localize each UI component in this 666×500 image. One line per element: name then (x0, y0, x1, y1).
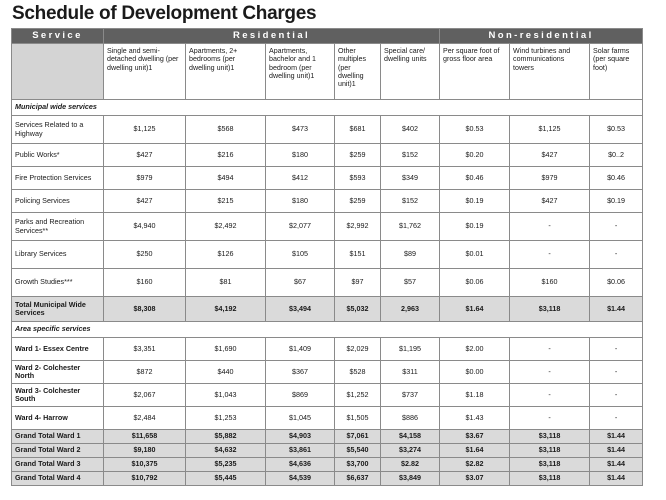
table-cell: $5,540 (335, 444, 381, 458)
table-cell: $1,043 (186, 384, 266, 407)
row-label: Public Works* (12, 144, 104, 167)
table-cell: $89 (381, 241, 440, 269)
row-label: Grand Total Ward 1 (12, 430, 104, 444)
table-cell: $97 (335, 269, 381, 297)
table-cell: $1,762 (381, 213, 440, 241)
row-label: Growth Studies*** (12, 269, 104, 297)
row-label: Ward 3- Colchester South (12, 384, 104, 407)
column-header: Single and semi-detached dwelling (per dwelling unit)1 (104, 44, 186, 100)
table-cell: $1,690 (186, 338, 266, 361)
table-cell: $126 (186, 241, 266, 269)
table-cell: $152 (381, 190, 440, 213)
table-cell: $1.18 (440, 384, 510, 407)
table-cell: $1.44 (590, 430, 643, 444)
development-charges-table (11, 28, 643, 486)
table-cell: $3.07 (440, 472, 510, 486)
table-cell: $311 (381, 361, 440, 384)
table-row (12, 407, 643, 430)
table-cell: $3,118 (510, 444, 590, 458)
table-cell: $1,252 (335, 384, 381, 407)
table-cell: $3,700 (335, 458, 381, 472)
table-cell: $57 (381, 269, 440, 297)
table-cell: $5,032 (335, 297, 381, 322)
table-cell: $160 (510, 269, 590, 297)
table-cell: $2,492 (186, 213, 266, 241)
table-cell: $5,445 (186, 472, 266, 486)
table-cell: $151 (335, 241, 381, 269)
column-header: Other multiples (per dwelling unit)1 (335, 44, 381, 100)
table-cell: $3,118 (510, 472, 590, 486)
table-cell: - (510, 384, 590, 407)
table-cell: $4,192 (186, 297, 266, 322)
table-cell: $1,125 (510, 116, 590, 144)
table-cell: $1.44 (590, 444, 643, 458)
grand-total-row (12, 430, 643, 444)
column-header: Apartments, bachelor and 1 bedroom (per dwelling unit)1 (266, 44, 335, 100)
table-row (12, 213, 643, 241)
table-cell: $737 (381, 384, 440, 407)
table-cell: $427 (510, 190, 590, 213)
grand-total-row (12, 472, 643, 486)
table-cell: $160 (104, 269, 186, 297)
row-label: Services Related to a Highway (12, 116, 104, 144)
table-cell: $3,118 (510, 297, 590, 322)
table-row (12, 116, 643, 144)
row-label: Grand Total Ward 3 (12, 458, 104, 472)
table-cell: $494 (186, 167, 266, 190)
section-label: Area specific services (12, 322, 643, 338)
table-row (12, 338, 643, 361)
row-label: Parks and Recreation Services** (12, 213, 104, 241)
table-cell: $10,792 (104, 472, 186, 486)
table-cell: $67 (266, 269, 335, 297)
table-cell: $2,992 (335, 213, 381, 241)
table-cell: $1.44 (590, 297, 643, 322)
table-cell: $4,539 (266, 472, 335, 486)
table-cell: $0.53 (440, 116, 510, 144)
table-cell: - (510, 338, 590, 361)
table-cell: $440 (186, 361, 266, 384)
table-cell: $4,158 (381, 430, 440, 444)
table-cell: $0.19 (440, 213, 510, 241)
table-cell: $4,940 (104, 213, 186, 241)
table-row (12, 361, 643, 384)
row-label: Ward 1- Essex Centre (12, 338, 104, 361)
grand-total-row (12, 458, 643, 472)
table-cell: $3,118 (510, 458, 590, 472)
table-cell: - (590, 338, 643, 361)
table-cell: $0.46 (440, 167, 510, 190)
table-cell: $349 (381, 167, 440, 190)
table-cell: $593 (335, 167, 381, 190)
table-cell: $180 (266, 190, 335, 213)
table-cell: - (590, 361, 643, 384)
table-cell: $4,632 (186, 444, 266, 458)
table-cell: $250 (104, 241, 186, 269)
table-cell: $568 (186, 116, 266, 144)
table-cell: $5,235 (186, 458, 266, 472)
table-cell: $872 (104, 361, 186, 384)
row-label: Total Municipal Wide Services (12, 297, 104, 322)
table-cell: $0.00 (440, 361, 510, 384)
table-cell: $152 (381, 144, 440, 167)
table-cell: $2.82 (440, 458, 510, 472)
table-cell: $886 (381, 407, 440, 430)
table-cell: $9,180 (104, 444, 186, 458)
table-cell: $4,903 (266, 430, 335, 444)
table-cell: $0.20 (440, 144, 510, 167)
table-cell: - (590, 241, 643, 269)
table-cell: $1,253 (186, 407, 266, 430)
table-cell: $427 (510, 144, 590, 167)
group-header-service: Service (12, 29, 104, 44)
row-label: Library Services (12, 241, 104, 269)
table-cell: $5,882 (186, 430, 266, 444)
table-cell: $180 (266, 144, 335, 167)
table-cell: $3.67 (440, 430, 510, 444)
table-cell: $1,125 (104, 116, 186, 144)
column-header-row (12, 44, 643, 100)
table-cell: $0.46 (590, 167, 643, 190)
table-cell: $7,061 (335, 430, 381, 444)
grand-total-row (12, 444, 643, 458)
table-row (12, 144, 643, 167)
table-cell: $367 (266, 361, 335, 384)
total-municipal-row (12, 297, 643, 322)
table-cell: $215 (186, 190, 266, 213)
table-cell: $1.43 (440, 407, 510, 430)
table-cell: $1,195 (381, 338, 440, 361)
table-cell: $1.64 (440, 297, 510, 322)
table-row (12, 241, 643, 269)
section-row-municipal (12, 100, 643, 116)
section-row-area (12, 322, 643, 338)
row-label: Ward 2- Colchester North (12, 361, 104, 384)
table-cell: - (590, 213, 643, 241)
table-cell: $259 (335, 190, 381, 213)
table-cell: $0..2 (590, 144, 643, 167)
table-cell: $3,849 (381, 472, 440, 486)
table-cell: $2,077 (266, 213, 335, 241)
table-cell: $0.19 (590, 190, 643, 213)
table-cell: $0.01 (440, 241, 510, 269)
group-header-residential: Residential (104, 29, 440, 44)
table-cell: $1,409 (266, 338, 335, 361)
table-cell: $2,029 (335, 338, 381, 361)
row-label: Fire Protection Services (12, 167, 104, 190)
table-cell: $3,351 (104, 338, 186, 361)
table-cell: $4,636 (266, 458, 335, 472)
row-label: Grand Total Ward 4 (12, 472, 104, 486)
table-cell: - (510, 241, 590, 269)
table-cell: $0.06 (440, 269, 510, 297)
table-cell: $216 (186, 144, 266, 167)
table-cell: $2,067 (104, 384, 186, 407)
table-cell: $11,658 (104, 430, 186, 444)
table-cell: $1,505 (335, 407, 381, 430)
table-row (12, 269, 643, 297)
table-row (12, 190, 643, 213)
column-header-blank (12, 44, 104, 100)
column-header: Solar farms (per square foot) (590, 44, 643, 100)
column-header: Per square foot of gross floor area (440, 44, 510, 100)
table-cell: $979 (104, 167, 186, 190)
row-label: Ward 4- Harrow (12, 407, 104, 430)
row-label: Grand Total Ward 2 (12, 444, 104, 458)
table-cell: - (510, 407, 590, 430)
table-cell: $2.82 (381, 458, 440, 472)
table-cell: $8,308 (104, 297, 186, 322)
table-cell: $1.64 (440, 444, 510, 458)
table-cell: - (510, 213, 590, 241)
table-cell: $427 (104, 190, 186, 213)
table-cell: $869 (266, 384, 335, 407)
column-header: Apartments, 2+ bedrooms (per dwelling unit)1 (186, 44, 266, 100)
table-cell: $2,484 (104, 407, 186, 430)
table-cell: $3,274 (381, 444, 440, 458)
table-cell: $0.53 (590, 116, 643, 144)
table-cell: $1.44 (590, 472, 643, 486)
table-row (12, 167, 643, 190)
table-cell: $3,494 (266, 297, 335, 322)
table-cell: - (590, 384, 643, 407)
table-cell: $412 (266, 167, 335, 190)
table-cell: $473 (266, 116, 335, 144)
table-cell: $81 (186, 269, 266, 297)
table-cell: $6,637 (335, 472, 381, 486)
table-cell: $681 (335, 116, 381, 144)
group-header-nonresidential: Non-residential (440, 29, 643, 44)
table-cell: $1.44 (590, 458, 643, 472)
table-cell: $427 (104, 144, 186, 167)
table-cell: $1,045 (266, 407, 335, 430)
table-cell: - (590, 407, 643, 430)
table-cell: $3,861 (266, 444, 335, 458)
table-cell: $0.19 (440, 190, 510, 213)
table-cell: - (510, 361, 590, 384)
table-cell: $259 (335, 144, 381, 167)
table-cell: $105 (266, 241, 335, 269)
row-label: Policing Services (12, 190, 104, 213)
table-cell: $3,118 (510, 430, 590, 444)
section-label: Municipal wide services (12, 100, 643, 116)
table-row (12, 384, 643, 407)
table-cell: $528 (335, 361, 381, 384)
column-header: Special care/ dwelling units (381, 44, 440, 100)
table-cell: $2.00 (440, 338, 510, 361)
table-cell: $0.06 (590, 269, 643, 297)
table-cell: $402 (381, 116, 440, 144)
column-header: Wind turbines and communications towers (510, 44, 590, 100)
table-cell: $10,375 (104, 458, 186, 472)
table-cell: 2,963 (381, 297, 440, 322)
group-header-row (12, 29, 643, 44)
table-cell: $979 (510, 167, 590, 190)
page-title: Schedule of Development Charges (12, 3, 317, 24)
